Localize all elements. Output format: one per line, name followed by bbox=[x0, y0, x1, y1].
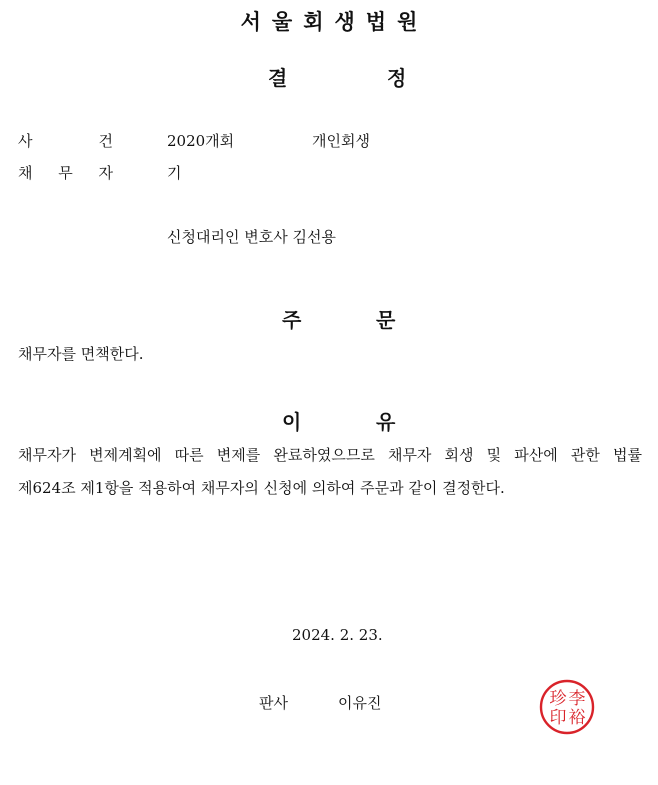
reason-heading-left: 이 bbox=[282, 410, 302, 434]
debtor-name: 기 bbox=[167, 164, 182, 182]
court-name: 서울회생법원 bbox=[240, 10, 429, 34]
reason-heading-right: 유 bbox=[376, 410, 396, 434]
judge-title: 판사 bbox=[259, 694, 288, 712]
case-type: 개인회생 bbox=[312, 132, 370, 150]
agent-line: 신청대리인 변호사 김선용 bbox=[167, 228, 336, 246]
decision-date: 2024. 2. 23. bbox=[292, 626, 383, 644]
doc-type-left: 결 bbox=[268, 66, 288, 90]
order-heading-right: 문 bbox=[376, 308, 396, 332]
seal-char-2: 李 bbox=[568, 689, 586, 709]
seal-char-4: 裕 bbox=[568, 708, 586, 728]
reason-line-2: 제624조 제1항을 적용하여 채무자의 신청에 의하여 주문과 같이 결정한다. bbox=[18, 479, 505, 497]
order-text: 채무자를 면책한다. bbox=[18, 345, 144, 363]
judge-name: 이유진 bbox=[338, 694, 382, 712]
debtor-label: 채 무 자 bbox=[18, 164, 113, 182]
doc-type-right: 정 bbox=[387, 66, 407, 90]
reason-line-1: 채무자가 변제계획에 따른 변제를 완료하였으므로 채무자 회생 및 파산에 관한 법률 bbox=[18, 446, 642, 464]
case-number: 2020개회 bbox=[167, 132, 235, 150]
seal-char-1: 珍 bbox=[549, 689, 567, 709]
case-label: 사 건 bbox=[18, 132, 113, 150]
judge-seal-stamp bbox=[538, 678, 596, 736]
order-heading-left: 주 bbox=[282, 308, 302, 332]
seal-char-3: 印 bbox=[549, 708, 567, 728]
